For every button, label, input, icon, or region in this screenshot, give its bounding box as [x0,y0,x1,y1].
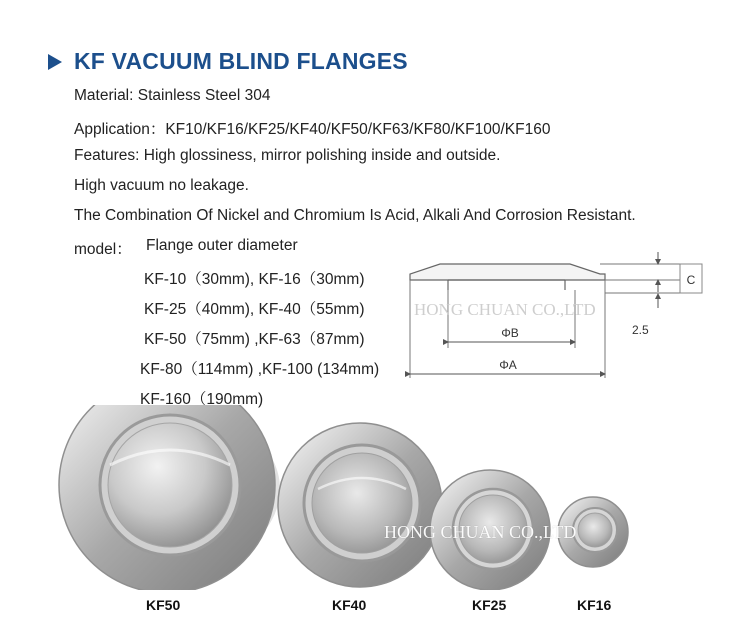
dimension-c-label: C [686,273,696,287]
vacuum-line: High vacuum no leakage. [74,177,249,194]
page-title: KF VACUUM BLIND FLANGES [74,48,408,74]
play-arrow-icon [48,54,62,70]
size-row: KF-25（40mm), KF-40（55mm) [144,301,365,318]
kf25-label: KF25 [472,597,507,613]
flange-profile [410,264,605,280]
dimension-phi-a-label: ΦA [499,358,517,372]
model-heading: Flange outer diameter [146,237,298,254]
size-row: KF-10（30mm), KF-16（30mm) [144,271,365,288]
combination-line: The Combination Of Nickel and Chromium Is Acid, Alkali And Corrosion Resistant. [74,207,636,224]
product-photo-row [0,405,750,590]
dimension-phi-b-label: ΦB [501,326,519,340]
kf40-label: KF40 [332,597,367,613]
features-line: Features: High glossiness, mirror polishing inside and outside. [74,147,501,164]
model-label: model： [74,241,132,258]
application-line: Application：KF10/KF16/KF25/KF40/KF50/KF63/KF80/KF100/KF160 [74,121,551,138]
kf50-label: KF50 [146,597,181,613]
size-row: KF-50（75mm) ,KF-63（87mm) [144,331,365,348]
size-row: KF-160（190mm) [140,391,264,408]
kf50-flange-image [59,405,280,590]
dimension-thickness-label: 2.5 [632,323,649,337]
diagram-watermark: HONG CHUAN CO.,LTD [414,300,596,319]
kf16-label: KF16 [577,597,612,613]
material-line: Material: Stainless Steel 304 [74,87,271,104]
kf40-flange-image [278,423,442,587]
product-watermark: HONG CHUAN CO.,LTD [384,522,577,542]
size-row: KF-80（114mm) ,KF-100 (134mm) [140,361,380,378]
